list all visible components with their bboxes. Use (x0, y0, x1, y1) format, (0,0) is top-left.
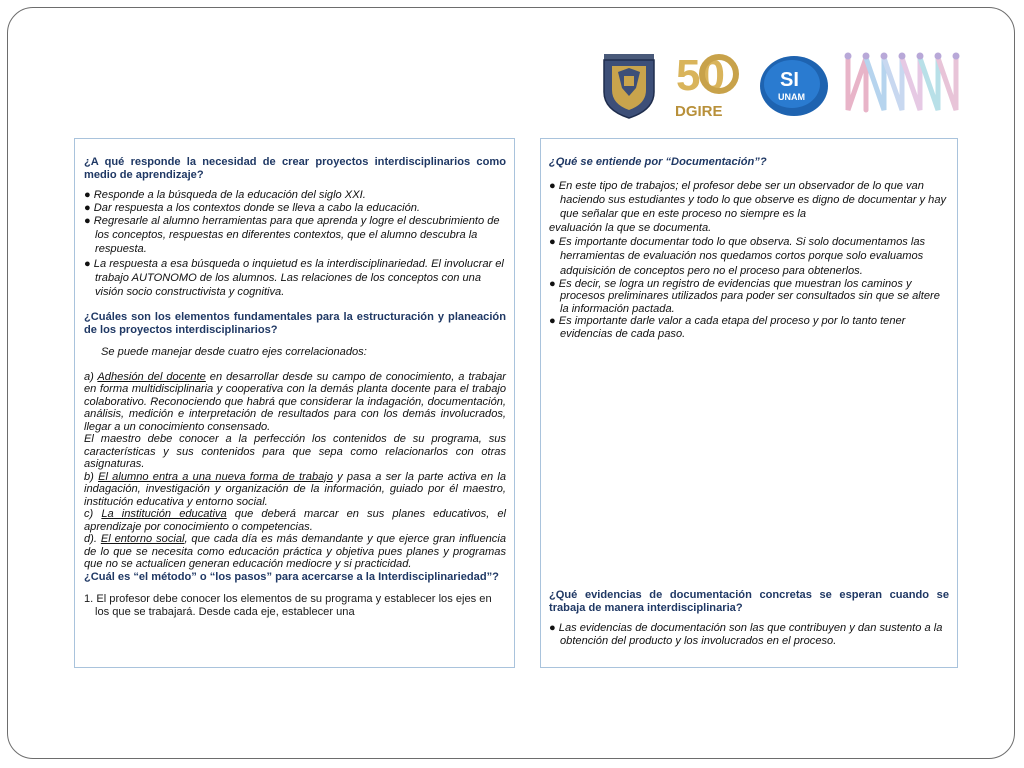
bullet-item: ● Responde a la búsqueda de la educación del siglo XXI. (84, 189, 366, 201)
axis-b-text: y pasa a ser la parte activa en la indagación, investigación y organización de la información, guiado por él maestro, institución educativa y entorno social. (84, 470, 506, 508)
question-method-steps: ¿Cuál es “el método” o “los pasos” para acercarse a la Interdisciplinariedad”? (84, 570, 499, 583)
step-1-text: 1. El profesor debe conocer los elementos de su programa y establecer los ejes en los que se trabajará. Desde cada eje, establecer una (84, 593, 492, 618)
axis-d-paragraph (84, 533, 506, 571)
axis-b-title: El alumno entra a una nueva forma de trabajo (98, 470, 333, 483)
axis-b-paragraph (84, 471, 506, 509)
axis-c-paragraph (84, 508, 506, 533)
axis-d-title: El entorno social (100, 533, 185, 546)
axis-c-text: que deberá marcar en sus planes educativos, el aprendizaje por conocimiento o competencias. (84, 508, 507, 533)
dgire-text: DGIRE (675, 103, 723, 120)
question-documentation: ¿Qué se entiende por “Documentación”? (549, 156, 767, 168)
axis-c-prefix: c) (84, 508, 102, 521)
right-content-panel (540, 138, 958, 668)
axis-a-text: en desarrollar desde su campo de conocimiento, a trabajar en forma multidisciplinaria y cooperativa con la demás planta docente para el trabajo colaborativo. Reconociendo que habrá que considerar la indagación, documentación, análisis, medición e interpretación de resultados para con los demás involucrados, llegar a un conocimiento consensado. (84, 370, 506, 433)
axis-d-text: , que cada día es más demandante y que ejerce gran influencia de lo que se necesita como educación práctica y objetiva pues planes y programas que no se actualicen generan educación mediocre y si practicidad. (84, 533, 506, 571)
bullet-item: ● En este tipo de trabajos; el profesor debe ser un observador de lo que van haciendo sus estudiantes y todo lo que observe es digno de documentar y hay que señalar que en este proceso no siempre es la (549, 179, 947, 220)
axis-d-prefix: d). (84, 533, 101, 546)
bullet-item: ● Regresarle al alumno herramientas para que aprenda y logre el descubrimiento de los conceptos, respuestas en diferentes contextos, que el alumno descubra la respuesta. (84, 215, 500, 256)
left-content-panel (74, 138, 515, 668)
bullet-item: ● Las evidencias de documentación son las que contribuyen y dan sustento a la obtención del producto y los involucrados en el proceso. (549, 622, 943, 647)
bullet-item: ● Dar respuesta a los contextos donde se lleva a cabo la educación. (84, 201, 421, 214)
question-fundamental-elements: ¿Cuáles son los elementos fundamentales para la estructuración y planeación de los proyectos interdisciplinarios? (84, 311, 506, 336)
axis-a-paragraph (84, 371, 506, 434)
dgire-50-logo (672, 48, 746, 120)
maestro-paragraph: El maestro debe conocer a la perfección los contenidos de su programa, sus características y sus contenidos para que sepa como relacionarlos con otras asignaturas. (84, 433, 506, 471)
si-text: SI (780, 69, 799, 91)
question-interdisciplinary-need: ¿A qué responde la necesidad de crear proyectos interdisciplinarios como medio de aprendizaje? (84, 156, 506, 181)
bullet-item: ● Es importante documentar todo lo que observa. Si solo documentamos las herramientas de evaluación nos quedamos cortos porque solo evaluamos adquisición de conceptos pero no el proceso para obtenerlos. (549, 236, 926, 277)
bullet-continuation: evaluación la que se documenta. (549, 222, 712, 235)
decorative-waves-logo (844, 48, 968, 120)
evidence-section (549, 589, 949, 647)
bullet-item: ● La respuesta a esa búsqueda o inquietud es la interdisciplinariedad. El involucrar el trabajo AUTONOMO de los alumnos. Las relaciones de los conceptos con una visión socio constructivista y cognitiva. (84, 257, 504, 299)
si-unam-logo (758, 48, 830, 120)
bullet-item: ● Es decir, se logra un registro de evidencias que muestran los caminos y procesos preliminares utilizados para poder ser consultados sin que se altere la información pactada. (549, 277, 940, 315)
axis-a-prefix: a) (84, 370, 98, 383)
unam-shield-logo (598, 48, 660, 120)
axis-a-title: Adhesión del docente (97, 370, 206, 383)
unam-text: UNAM (778, 92, 805, 102)
logo-strip (598, 48, 968, 120)
dgire-50-number: 50 (676, 51, 725, 100)
axis-b-prefix: b) (84, 470, 99, 483)
axis-c-title: La institución educativa (101, 508, 227, 521)
question-evidence: ¿Qué evidencias de documentación concretas se esperan cuando se trabaja de manera interdisciplinaria? (549, 589, 949, 614)
bullet-item: ● Es importante darle valor a cada etapa del proceso y por lo tanto tener evidencias de cada paso. (549, 315, 906, 340)
axes-intro: Se puede manejar desde cuatro ejes correlacionados: (101, 346, 367, 359)
